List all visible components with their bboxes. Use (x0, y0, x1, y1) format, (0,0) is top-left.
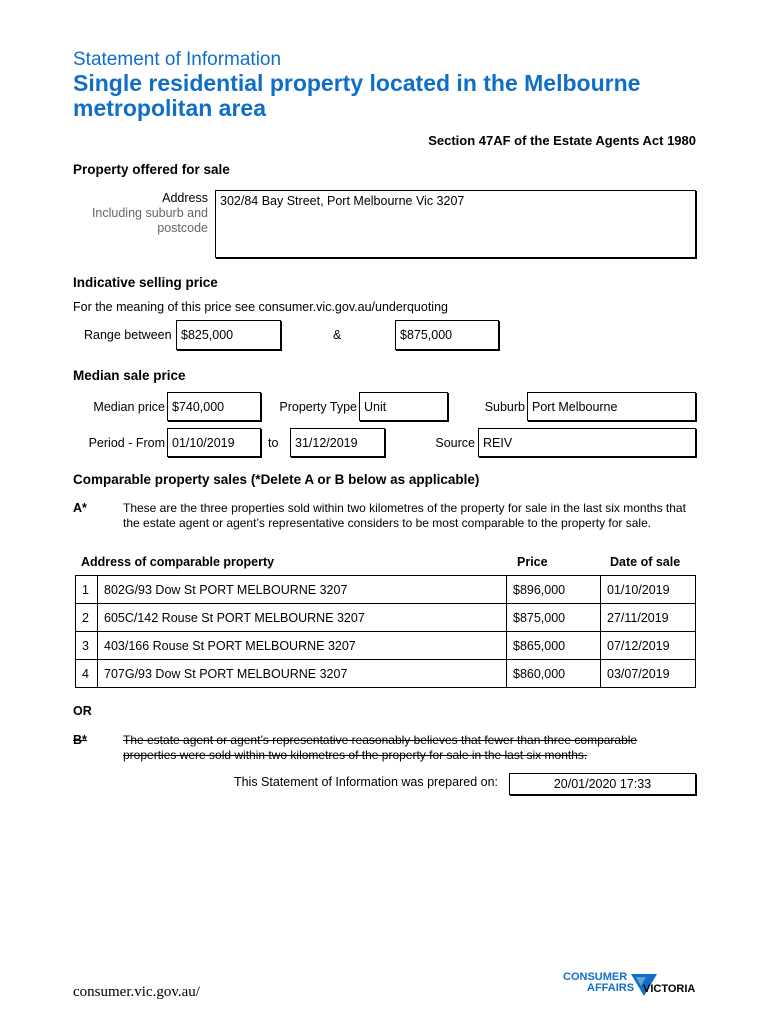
source-label: Source (435, 436, 475, 450)
address-field[interactable]: 302/84 Bay Street, Port Melbourne Vic 3207 (215, 190, 696, 258)
row-price[interactable]: $896,000 (507, 576, 601, 604)
document-subtitle: Statement of Information (73, 49, 282, 70)
logo-line-consumer: CONSUMER (563, 971, 628, 983)
row-date[interactable]: 07/12/2019 (601, 632, 696, 660)
suburb-label: Suburb (484, 400, 525, 414)
row-address[interactable]: 802G/93 Dow St PORT MELBOURNE 3207 (98, 576, 507, 604)
range-label: Range between (84, 328, 172, 342)
col-date-header: Date of sale (610, 555, 681, 569)
range-separator: & (333, 328, 342, 342)
underquoting-note: For the meaning of this price see consumer.vic.gov.au/underquoting (73, 300, 448, 314)
range-low-field[interactable]: $825,000 (176, 320, 281, 350)
period-to-label: to (268, 436, 279, 450)
source-field[interactable]: REIV (478, 428, 696, 457)
row-number: 4 (76, 660, 98, 688)
table-row (76, 604, 696, 632)
option-b-text: The estate agent or agent’s representative reasonably believes that fewer than three comparable properties were sold within two kilometres of the property for sale in the last six months. (123, 733, 638, 762)
period-from-field[interactable]: 01/10/2019 (167, 428, 261, 457)
period-to-field[interactable]: 31/12/2019 (290, 428, 385, 457)
act-reference: Section 47AF of the Estate Agents Act 1980 (428, 133, 696, 148)
logo-line-affairs: AFFAIRS (587, 982, 635, 994)
address-hint-1: Including suburb and (91, 206, 208, 220)
document-title: Single residential property located in the Melbourne metropolitan area (73, 70, 641, 121)
property-heading: Property offered for sale (73, 162, 230, 177)
option-b-marker: B* (73, 733, 87, 747)
col-price-header: Price (517, 555, 548, 569)
table-row (76, 576, 696, 604)
table-row (76, 632, 696, 660)
row-address[interactable]: 707G/93 Dow St PORT MELBOURNE 3207 (98, 660, 507, 688)
comparable-table (75, 575, 696, 688)
address-label: Address (162, 191, 208, 205)
median-heading: Median sale price (73, 368, 186, 383)
row-number: 3 (76, 632, 98, 660)
period-from-label: Period - From (88, 436, 165, 450)
row-date[interactable]: 27/11/2019 (601, 604, 696, 632)
option-a-text: These are the three properties sold within two kilometres of the property for sale in the last six months that the estate agent or agent’s representative considers to be most comparable to the property for sale. (123, 501, 686, 530)
row-date[interactable]: 01/10/2019 (601, 576, 696, 604)
row-number: 2 (76, 604, 98, 632)
or-label: OR (73, 704, 92, 718)
address-hint-2: postcode (157, 221, 208, 235)
row-address[interactable]: 605C/142 Rouse St PORT MELBOURNE 3207 (98, 604, 507, 632)
property-type-label: Property Type (279, 400, 357, 414)
col-address-header: Address of comparable property (81, 555, 275, 569)
logo-line-victoria: VICTORIA (643, 983, 696, 995)
row-number: 1 (76, 576, 98, 604)
row-date[interactable]: 03/07/2019 (601, 660, 696, 688)
range-high-field[interactable]: $875,000 (395, 320, 499, 350)
row-price[interactable]: $865,000 (507, 632, 601, 660)
comparable-heading: Comparable property sales (*Delete A or B below as applicable) (73, 472, 480, 487)
prepared-label: This Statement of Information was prepared on: (233, 775, 498, 789)
property-type-field[interactable]: Unit (359, 392, 448, 421)
suburb-field[interactable]: Port Melbourne (527, 392, 696, 421)
indicative-heading: Indicative selling price (73, 275, 218, 290)
median-price-label: Median price (93, 400, 165, 414)
prepared-date-field[interactable]: 20/01/2020 17:33 (509, 773, 696, 795)
row-address[interactable]: 403/166 Rouse St PORT MELBOURNE 3207 (98, 632, 507, 660)
footer-url[interactable]: consumer.vic.gov.au/ (73, 984, 200, 1000)
row-price[interactable]: $860,000 (507, 660, 601, 688)
table-row (76, 660, 696, 688)
median-price-field[interactable]: $740,000 (167, 392, 261, 421)
consumer-affairs-victoria-logo (563, 972, 703, 1006)
row-price[interactable]: $875,000 (507, 604, 601, 632)
option-a-marker: A* (73, 501, 87, 515)
